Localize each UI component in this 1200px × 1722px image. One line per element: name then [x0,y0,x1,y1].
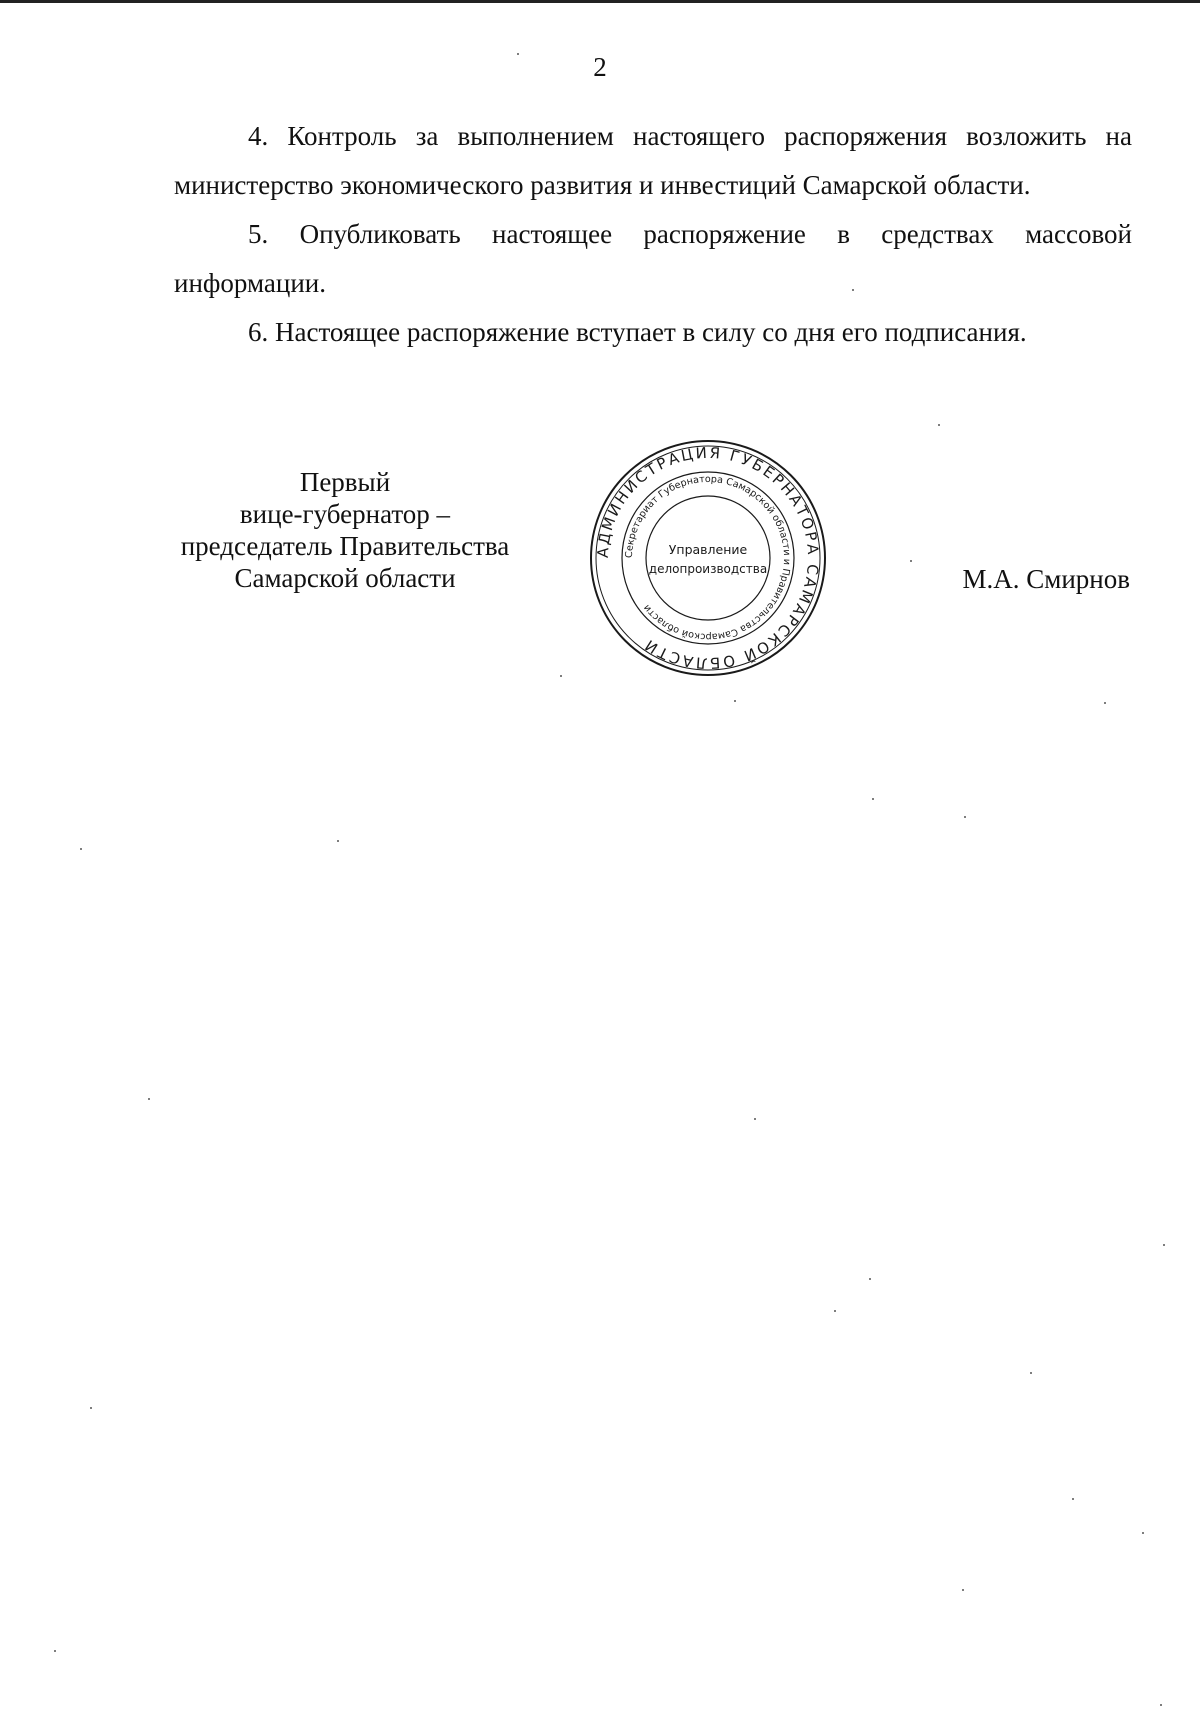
seal-outer-text: АДМИНИСТРАЦИЯ ГУБЕРНАТОРА САМАРСКОЙ ОБЛАСТИ [593,443,823,673]
position-line: Самарской области [234,563,456,593]
page-number: 2 [593,52,607,82]
scan-speck [869,1278,871,1280]
scan-speck [517,53,519,55]
scan-speck [872,798,874,800]
position-line: вице-губернатор – [239,499,451,529]
position-line: Первый [299,467,391,497]
seal-ring-text: Секретариат Губернатора Самарской области и Правительства Самарской области [623,473,793,643]
seal-center-line-2: делопроизводства [648,562,768,576]
scan-speck [1160,1704,1162,1706]
position-line: председатель Правительства [180,531,510,561]
scan-speck [734,700,736,702]
scan-speck [1030,1372,1032,1374]
paragraph-4: 4. Контроль за выполнением настоящего распоряжения возложить на министерство экономического развития и инвестиций Самарской области. [174,121,1132,200]
scan-speck [754,1118,756,1120]
scan-speck [964,816,966,818]
scan-speck [1104,702,1106,704]
scan-speck [80,848,82,850]
seal-center-line-1: Управление [668,542,748,557]
signatory-name: М.А. Смирнов [962,564,1130,594]
scan-speck [54,1650,56,1652]
official-seal [588,438,828,678]
scan-speck [1163,1244,1165,1246]
signatory-position [160,466,530,594]
scan-speck [560,675,562,677]
scan-speck [1072,1498,1074,1500]
scan-speck [90,1407,92,1409]
scan-speck [962,1589,964,1591]
scan-speck [148,1098,150,1100]
scan-speck [337,840,339,842]
scan-speck [834,1310,836,1312]
scan-speck [852,289,854,291]
scan-top-edge [0,0,1200,3]
scan-speck [938,424,940,426]
paragraph-6: 6. Настоящее распоряжение вступает в силу со дня его подписания. [248,317,1027,347]
document-body [174,112,1132,357]
scan-speck [1142,1532,1144,1534]
paragraph-5: 5. Опубликовать настоящее распоряжение в средствах массовой информации. [174,219,1132,298]
scan-speck [910,560,912,562]
